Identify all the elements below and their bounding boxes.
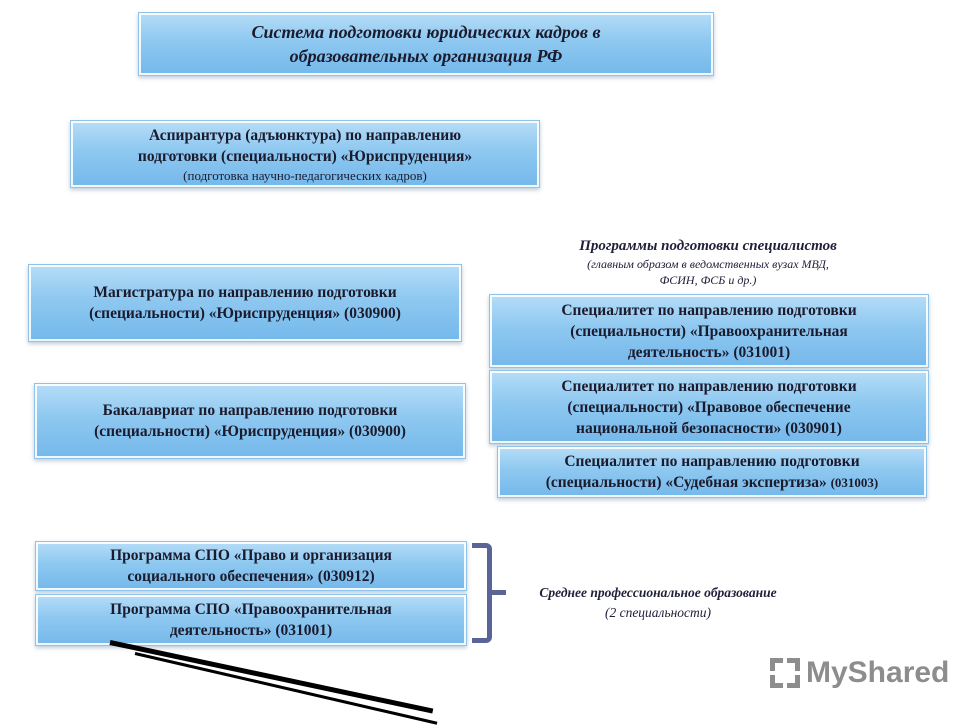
spo-box-2 xyxy=(35,594,467,646)
specialists-caption xyxy=(480,236,936,288)
aspirantura-line-1: Аспирантура (адъюнктура) по направлению xyxy=(148,126,462,144)
aspirantura-box xyxy=(70,120,540,188)
specialitet-3-code: (031003) xyxy=(830,475,879,490)
specialitet-box-1 xyxy=(489,294,929,368)
spo-caption-sub: (2 специальности) xyxy=(604,605,712,620)
aspirantura-sub: (подготовка научно-педагогических кадров) xyxy=(183,167,427,183)
spo-box-1 xyxy=(35,541,467,591)
specialitet-box-3 xyxy=(497,446,927,498)
bakalavriat-line-1: Бакалавриат по направлению подготовки xyxy=(102,402,398,419)
specialitet-box-2 xyxy=(489,370,929,444)
spo-2-line-1: Программа СПО «Правоохранительная xyxy=(110,601,392,618)
title-line-2: образовательных организация РФ xyxy=(289,46,563,66)
specialitet-1-line-1: Специалитет по направлению подготовки xyxy=(561,301,857,319)
myshared-logo xyxy=(770,656,949,690)
specialitet-3-line-1: Специалитет по направлению подготовки xyxy=(564,453,860,470)
specialitet-1-line-2: (специальности) «Правоохранительная xyxy=(570,322,848,340)
spo-1-line-1: Программа СПО «Право и организация xyxy=(110,547,392,564)
spo-bracket xyxy=(472,543,492,643)
spo-1-line-2: социального обеспечения» (030912) xyxy=(127,568,375,585)
spo-caption xyxy=(508,583,808,623)
decorative-stroke-1 xyxy=(109,640,433,714)
specialitet-2-line-1: Специалитет по направлению подготовки xyxy=(561,377,857,395)
bakalavriat-box xyxy=(34,383,466,459)
specialitet-2-line-3: национальной безопасности» (030901) xyxy=(576,419,842,437)
aspirantura-line-2: подготовки (специальности) «Юриспруденция» xyxy=(137,147,473,165)
magistratura-box xyxy=(28,264,462,342)
magistratura-line-2: (специальности) «Юриспруденция» (030900) xyxy=(89,305,401,322)
specialists-caption-sub-1: (главным образом в ведомственных вузах МВД, xyxy=(587,257,829,271)
title-box xyxy=(138,12,714,76)
title-line-1: Система подготовки юридических кадров в xyxy=(251,22,601,42)
specialitet-3-line-2-text: (специальности) «Судебная экспертиза» xyxy=(545,474,827,491)
logo-text: MyShared xyxy=(806,656,950,689)
specialitet-1-line-3: деятельность» (031001) xyxy=(627,343,791,361)
spo-caption-title: Среднее профессиональное образование xyxy=(539,585,777,600)
magistratura-line-1: Магистратура по направлению подготовки xyxy=(93,284,397,301)
specialitet-2-line-2: (специальности) «Правовое обеспечение xyxy=(567,398,851,416)
specialitet-3-line-2 xyxy=(546,472,879,493)
decorative-stroke-2 xyxy=(135,652,438,725)
specialists-caption-sub-2: ФСИН, ФСБ и др.) xyxy=(659,273,757,287)
specialists-caption-title: Программы подготовки специалистов xyxy=(579,238,837,254)
logo-mark-icon xyxy=(770,658,800,688)
bakalavriat-line-2: (специальности) «Юриспруденция» (030900) xyxy=(94,423,406,440)
spo-2-line-2: деятельность» (031001) xyxy=(169,622,333,639)
spo-bracket-tick xyxy=(492,590,506,595)
